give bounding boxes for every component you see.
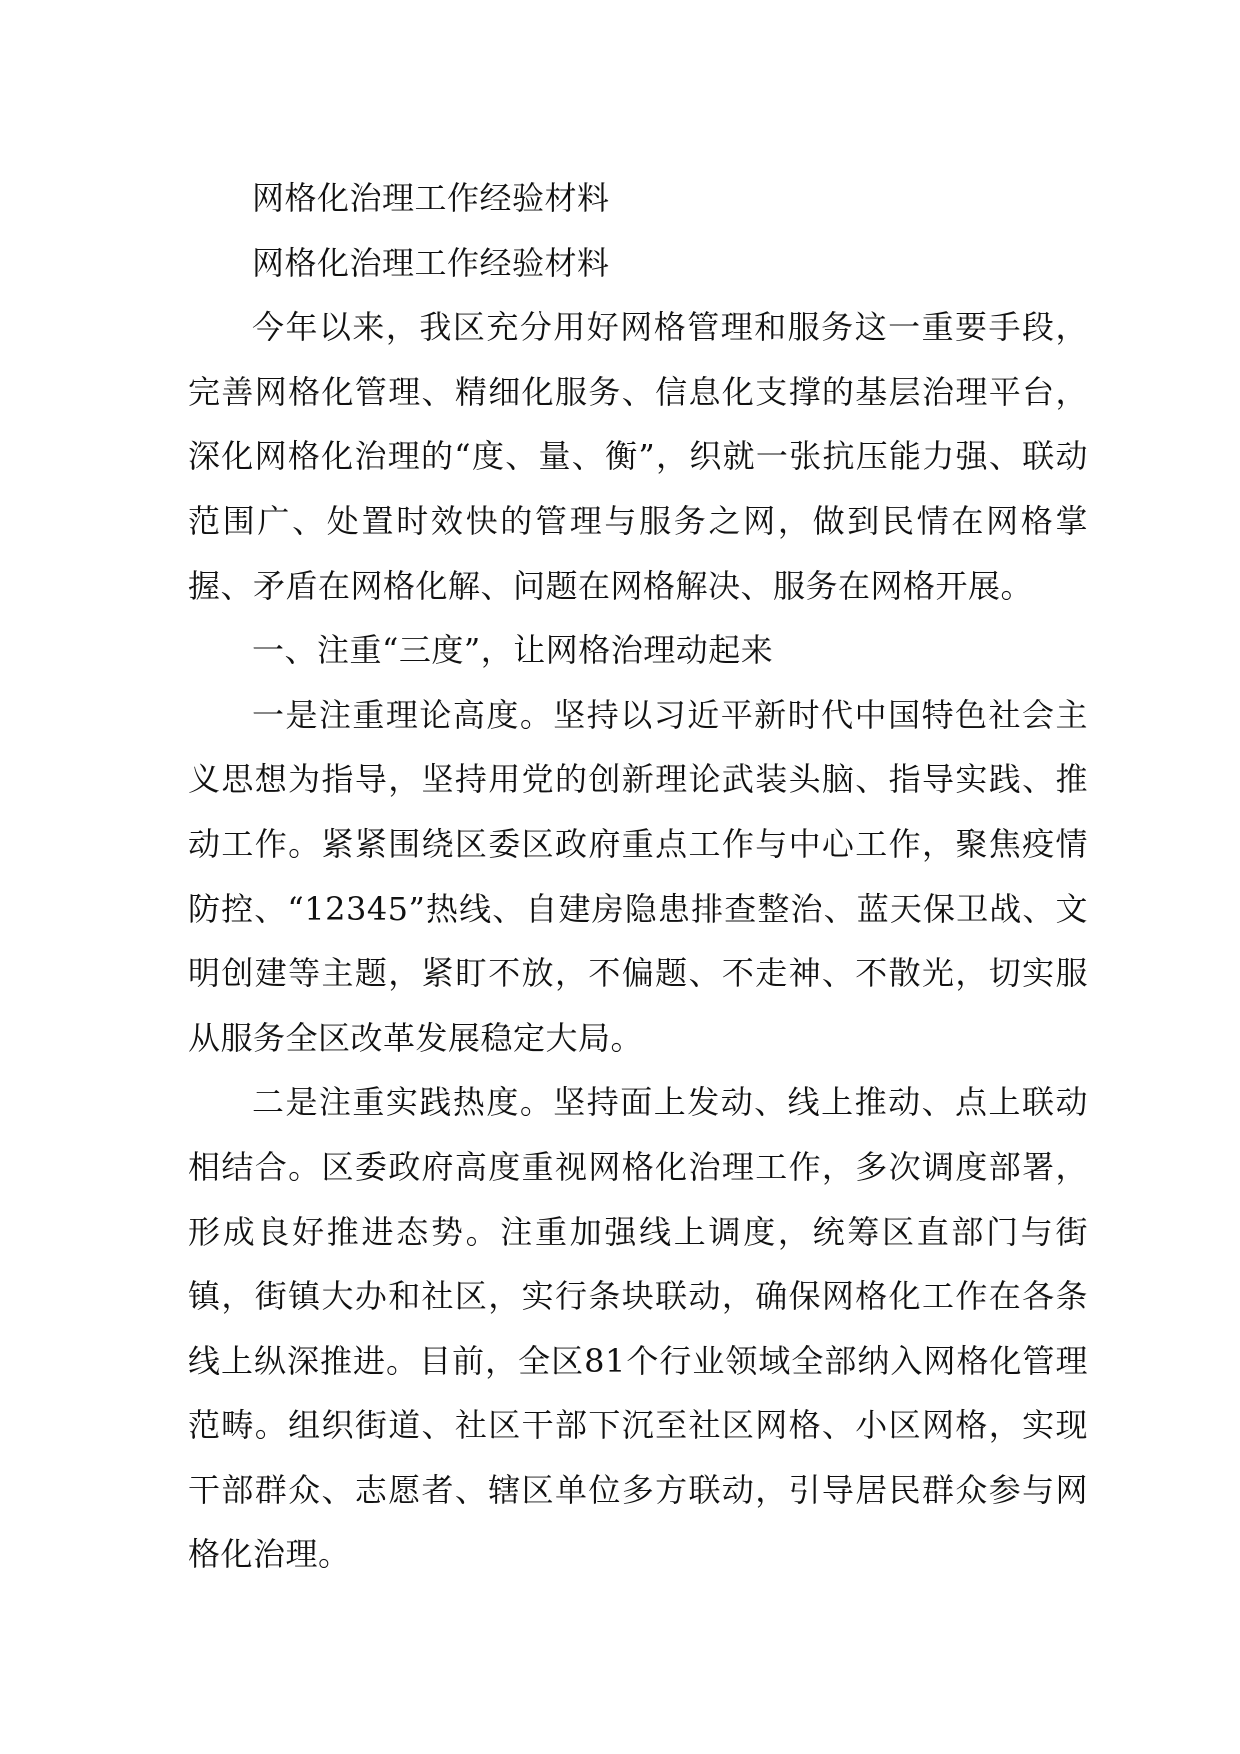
intro-paragraph: 今年以来，我区充分用好网格管理和服务这一重要手段，完善网格化管理、精细化服务、信息化支撑的基层治理平台，深化网格化治理的“度、量、衡”，织就一张抗压能力强、联动范围广、处置时效快的管理与服务之网，做到民情在网格掌握、矛盾在网格化解、问题在网格解决、服务在网格开展。 <box>188 308 1088 605</box>
section-heading: 一、注重“三度”，让网格治理动起来 <box>252 631 774 670</box>
document-subtitle: 网格化治理工作经验材料 <box>252 243 610 282</box>
body-paragraph: 二是注重实践热度。坚持面上发动、线上推动、点上联动相结合。区委政府高度重视网格化治理工作，多次调度部署，形成良好推进态势。注重加强线上调度，统筹区直部门与街镇，街镇大办和社区，实行条块联动，确保网格化工作在各条线上纵深推进。目前，全区81个行业领域全部纳入网格化管理范畴。组织街道、社区干部下沉至社区网格、小区网格，实现干部群众、志愿者、辖区单位多方联动，引导居民群众参与网格化治理。 <box>188 1083 1088 1574</box>
document-title: 网格化治理工作经验材料 <box>252 179 610 217</box>
body-paragraph: 一是注重理论高度。坚持以习近平新时代中国特色社会主义思想为指导，坚持用党的创新理论武装头脑、指导实践、推动工作。紧紧围绕区委区政府重点工作与中心工作，聚焦疫情防控、“12345”热线、自建房隐患排查整治、蓝天保卫战、文明创建等主题，紧盯不放，不偏题、不走神、不散光，切实服从服务全区改革发展稳定大局。 <box>188 695 1088 1057</box>
document-page <box>188 166 1088 1587</box>
